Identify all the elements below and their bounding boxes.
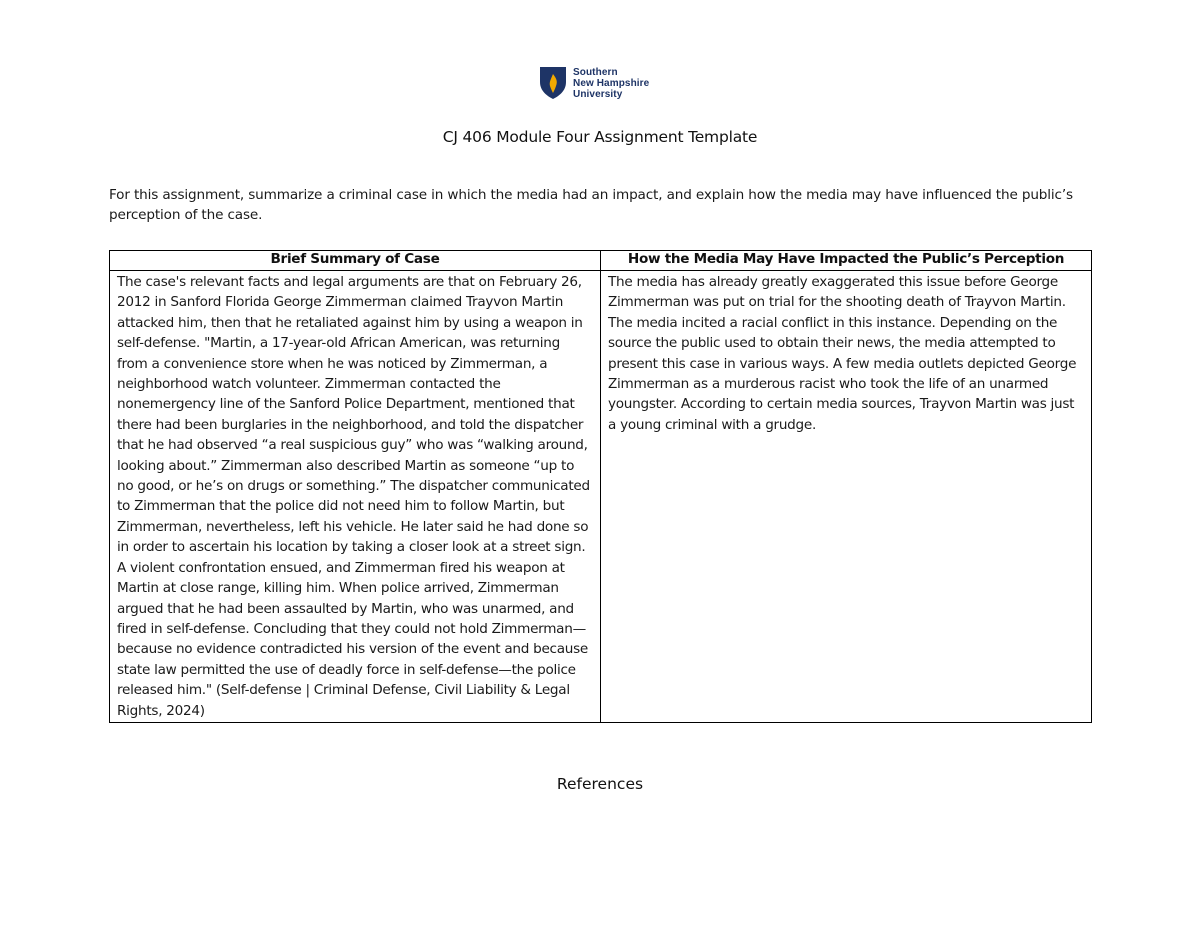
logo-line-1: Southern [573, 66, 618, 78]
shield-flame-icon [539, 66, 567, 100]
case-table [109, 250, 1092, 723]
header-brief-summary: Brief Summary of Case [110, 251, 601, 271]
table-header-row [110, 251, 1092, 271]
assignment-instructions: For this assignment, summarize a criminal case in which the media had an impact, and explain how the media may have influenced the public’s perception of the case. [109, 187, 1073, 224]
logo-line-3: University [573, 88, 623, 100]
logo-line-2: New Hampshire [573, 77, 650, 89]
logo-wordmark [573, 67, 649, 100]
case-summary-cell[interactable]: The case's relevant facts and legal arguments are that on February 26, 2012 in Sanford Florida George Zimmerman claimed Trayvon Martin attacked him, then that he retaliated against him by using a weapon in self-defense. "Martin, a 17-year-old African American, was returning from a convenience store when he was noticed by Zimmerman, a neighborhood watch volunteer. Zimmerman contacted the nonemergency line of the Sanford Police Department, mentioned that there had been burglaries in the neighborhood, and told the dispatcher that he had observed “a real suspicious guy” who was “walking around, looking about.” Zimmerman also described Martin as someone “up to no good, or he’s on drugs or something.” The dispatcher communicated to Zimmerman that the police did not need him to follow Martin, but Zimmerman, nevertheless, left his vehicle. He later said he had done so in order to ascertain his location by taking a closer look at a street sign. A violent confrontation ensued, and Zimmerman fired his weapon at Martin at close range, killing him. When police arrived, Zimmerman argued that he had been assaulted by Martin, who was unarmed, and fired in self-defense. Concluding that they could not hold Zimmerman—because no evidence contradicted his version of the event and because state law permitted the use of deadly force in self-defense—the police released him." (Self-defense | Criminal Defense, Civil Liability & Legal Rights, 2024) [110, 271, 601, 723]
table-row [110, 271, 1092, 723]
document-title: CJ 406 Module Four Assignment Template [442, 128, 758, 146]
references-heading: References [556, 775, 644, 793]
snhu-logo [539, 66, 649, 100]
media-impact-cell[interactable]: The media has already greatly exaggerated this issue before George Zimmerman was put on trial for the shooting death of Trayvon Martin. The media incited a racial conflict in this instance. Depending on the source the public used to obtain their news, the media attempted to present this case in various ways. A few media outlets depicted George Zimmerman as a murderous racist who took the life of an unarmed youngster. According to certain media sources, Trayvon Martin was just a young criminal with a grudge. [601, 271, 1092, 723]
header-media-impact: How the Media May Have Impacted the Public’s Perception [601, 251, 1092, 271]
